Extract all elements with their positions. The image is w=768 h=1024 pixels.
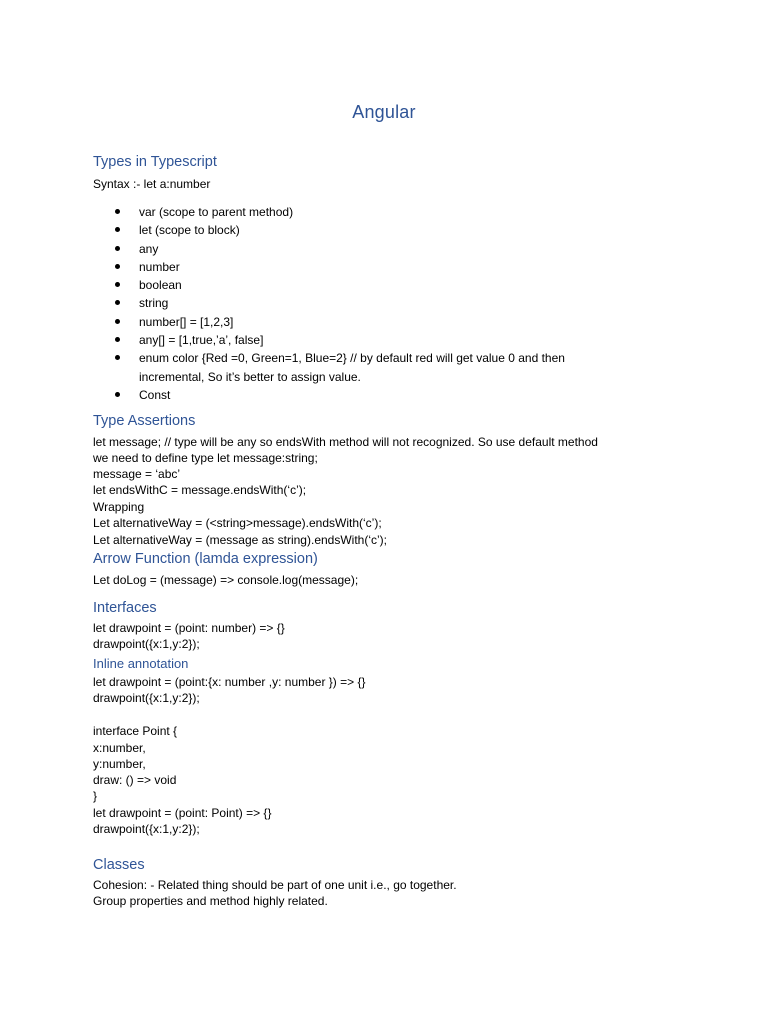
- subheading-inline-annotation: Inline annotation: [93, 656, 189, 671]
- interface-code-line: draw: () => void: [93, 773, 177, 787]
- list-item: number[] = [1,2,3]: [112, 313, 632, 331]
- list-item: var (scope to parent method): [112, 203, 632, 221]
- list-item: any[] = [1,true,’a’, false]: [112, 331, 632, 349]
- heading-types-in-typescript: Types in Typescript: [93, 154, 217, 170]
- inline-annotation-line: drawpoint({x:1,y:2});: [93, 691, 200, 705]
- list-item: let (scope to block): [112, 221, 632, 239]
- heading-arrow-function: Arrow Function (lamda expression): [93, 551, 318, 567]
- assertion-line: let message; // type will be any so endsWith method will not recognized. So use default method: [93, 435, 598, 449]
- list-item: any: [112, 240, 632, 258]
- interface-code-line: interface Point {: [93, 724, 178, 738]
- arrow-line: Let doLog = (message) => console.log(message);: [93, 573, 359, 587]
- assertion-line: Let alternativeWay = (<string>message).endsWith(‘c’);: [93, 516, 382, 530]
- inline-annotation-line: let drawpoint = (point:{x: number ,y: number }) => {}: [93, 675, 366, 689]
- list-item: Const: [112, 386, 632, 404]
- types-bullet-list: [112, 203, 632, 404]
- heading-type-assertions: Type Assertions: [93, 413, 196, 429]
- heading-classes: Classes: [93, 857, 145, 873]
- assertion-line: let endsWithC = message.endsWith(‘c’);: [93, 483, 307, 497]
- document-title: Angular: [352, 102, 416, 122]
- classes-line: Cohesion: - Related thing should be part of one unit i.e., go together.: [93, 878, 457, 892]
- assertion-line: message = ‘abc’: [93, 467, 181, 481]
- list-item: string: [112, 294, 632, 312]
- interface-code-line: }: [93, 789, 98, 803]
- interface-code-line: let drawpoint = (point: Point) => {}: [93, 806, 272, 820]
- interface-line: drawpoint({x:1,y:2});: [93, 637, 200, 651]
- classes-line: Group properties and method highly related.: [93, 894, 328, 908]
- interface-code-line: y:number,: [93, 757, 146, 771]
- interface-code-line: drawpoint({x:1,y:2});: [93, 822, 200, 836]
- assertion-line: Let alternativeWay = (message as string).endsWith(‘c’);: [93, 533, 387, 547]
- syntax-line: Syntax :- let a:number: [93, 177, 211, 191]
- assertion-line: Wrapping: [93, 500, 145, 514]
- list-item: enum color {Red =0, Green=1, Blue=2} // by default red will get value 0 and then incremental, So it’s better to assign value.: [112, 349, 632, 386]
- heading-interfaces: Interfaces: [93, 600, 157, 616]
- interface-line: let drawpoint = (point: number) => {}: [93, 621, 285, 635]
- list-item: boolean: [112, 276, 632, 294]
- interface-code-line: x:number,: [93, 741, 146, 755]
- list-item: number: [112, 258, 632, 276]
- assertion-line: we need to define type let message:string;: [93, 451, 318, 465]
